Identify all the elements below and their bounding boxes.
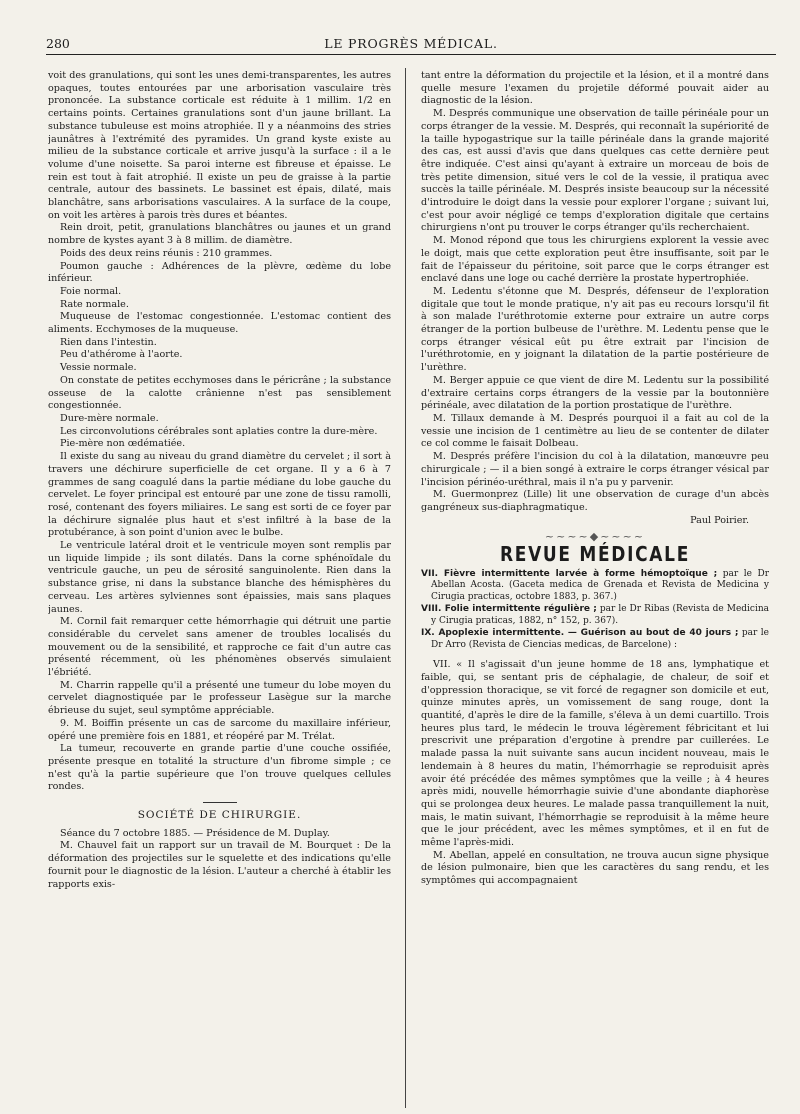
paragraph: M. Charrin rappelle qu'il a présenté une tumeur du lobe moyen du cervelet diagnostiquée par le professeur Lasègue sur la marche ébrieuse du sujet, seul symptôme appréciable.	[48, 679, 391, 717]
paragraph: Foie normal.	[60, 285, 122, 297]
session-line: Séance du 7 octobre 1885. — Présidence de M. Duplay.	[60, 827, 330, 839]
item-citation: par le Dr Abellan Acosta. (Gaceta medica de Grenada et Revista de Medicina y Cirugia practicas, octobre 1883, p. 367.)	[431, 568, 769, 602]
signature: Paul Poirier.	[690, 514, 749, 526]
paragraph: 9. M. Boiffin présente un cas de sarcome du maxillaire inférieur, opéré une première fois en 1881, et réopéré par M. Trélat.	[48, 717, 391, 742]
paragraph: Pie-mère non œdématiée.	[60, 438, 186, 450]
page-number: 280	[46, 36, 70, 51]
section-heading: REVUE MÉDICALE	[499, 542, 691, 567]
paragraph: M. Berger appuie ce que vient de dire M. Ledentu sur la possibilité d'extraire certains corps étrangers de la vessie par la boutonnière périnéale, avec dilatation de la portion prostatique de l'urèthre.	[421, 374, 769, 412]
paragraph: On constate de petites ecchymoses dans le péricrâne ; la substance osseuse de la calotte crânienne n'est pas sensiblement congestionnée.	[48, 374, 391, 412]
list-item	[421, 569, 769, 604]
list-item	[421, 604, 769, 627]
paragraph: Il existe du sang au niveau du grand diamètre du cervelet ; il sort à travers une déchirure superficielle de cet organe. Il y a 6 à 7 grammes de sang coagulé dans la partie médiane du lobe gauche du cervelet. Le foyer principal est entouré par une zone de tissu ramolli, rosé, contenant des foyers miliaires. Le sang est sorti de ce foyer par la déchirure signalée plus haut et s'est infiltré à la base de la protubérance, à son point d'union avec le bulbe.	[48, 451, 391, 539]
paragraph: Peu d'athérome à l'aorte.	[60, 349, 183, 361]
paragraph: M. Després communique une observation de taille périnéale pour un corps étranger de la vessie. M. Després, qui reconnaît la supériorité de la taille hypogastrique sur la taille périnéale dans la grande majorité des cas, est aussi d'avis que dans quelques cas cette dernière peut être indiquée. C'est ainsi qu'ayant à extraire un morceau de bois de très petite dimension, situé vers le col de la vessie, il pratiqua avec succès la taille périnéale. M. Després insiste beaucoup sur la nécessité d'introduire le doigt dans la vessie pour explorer l'organe ; suivant lui, c'est pour avoir négligé ce temps d'exploration digitale que certains chirurgiens n'ont pu trouver le corps étranger qu'ils recherchaient.	[421, 108, 769, 234]
item-citation: par le Dr Ribas (Revista de Medicina y Cirugia praticas, 1882, n° 152, p. 367).	[431, 604, 769, 626]
paragraph: M. Abellan, appelé en consultation, ne trouva aucun signe physique de lésion pulmonaire, bien que les caractères du sang rendu, et les symptômes qui accompagnaient	[421, 849, 769, 887]
paragraph: Dure-mère normale.	[60, 412, 159, 424]
paragraph: tant entre la déformation du projectile et la lésion, et il a montré dans quelle mesure l'examen du projetile déformé pouvait aider au diagnostic de la lésion.	[421, 70, 769, 107]
journal-title: LE PROGRÈS MÉDICAL.	[324, 36, 498, 51]
page-header	[46, 34, 776, 55]
paragraph: VII. « Il s'agissait d'un jeune homme de 18 ans, lymphatique et faible, qui, se sentant pris de céphalagie, de chaleur, de soif et d'oppression thoracique, se vit forcé de regagner son domicile et eut, quinze minutes après, un vomissement de sang rouge, dont la quantité, d'après le dire de la famille, s'éleva à un demi cuartillo. Trois heures plus tard, le médecin le trouva légèrement fébricitant et lui prescrivit une préparation d'ergotine à prendre par cuillerées. Le malade passa la nuit suivante sans aucun incident nouveau, mais le lendemain à 8 heures du matin, l'hémorrhagie se reproduisit après avoir été précédée des mêmes symptômes que la veille ; à 4 heures après midi, nouvelle hémorrhagie suivie d'une abondante diaphorèse qui se prolongea deux heures. Le malade passa tranquillement la nuit, mais, le matin suivant, l'hémorrhagie se reproduisit à la même heure que le jour précédent, avec les mêmes symptômes, et il en fut de même l'après-midi.	[421, 659, 769, 849]
ornament-divider: ~~~~◆~~~~	[544, 530, 646, 544]
item-title: VII. Fièvre intermittente larvée à forme hémoptoïque ;	[421, 568, 718, 579]
paragraph: Les circonvolutions cérébrales sont aplaties contre la dure-mère.	[60, 425, 378, 437]
paragraph: M. Monod répond que tous les chirurgiens explorent la vessie avec le doigt, mais que cette exploration peut être insuffisante, soit par le fait de l'épaisseur du péritoine, soit parce que le corps étranger est enclavé dans une loge ou caché derrière la prostate hypertrophiée.	[421, 235, 769, 285]
paragraph: M. Després préfère l'incision du col à la dilatation, manœuvre peu chirurgicale ; — il a bien songé à extraire le corps étranger vésical par l'incision périnéo-uréthral, mais il n'a pu y parvenir.	[421, 451, 769, 488]
section-heading: SOCIÉTÉ DE CHIRURGIE.	[48, 802, 391, 822]
paragraph: Poids des deux reins réunis : 210 grammes.	[60, 247, 273, 259]
paragraph: voit des granulations, qui sont les unes demi-transparentes, les autres opaques, toutes entourées par une arborisation vasculaire très prononcée. La substance corticale est réduite à 1 millim. 1/2 en certains points. Certaines granulations sont d'un jaune brillant. La substance tubuleuse est moins atrophiée. Il y a néanmoins des stries jaunâtres à l'extrémité des pyramides. Un grand kyste existe au milieu de la substance corticale et arrive jusqu'à la surface : il a le volume d'une noisette. Sa paroi interne est fibreuse et épaisse. Le rein est tout à fait atrophié. Il existe un peu de graisse à la partie centrale, autour des bassinets. Le bassinet est épais, dilaté, mais blanchâtre, sans arborisations vasculaires. A la surface de la coupe, on voit les artères à parois très dures et béantes.	[48, 70, 391, 221]
paragraph: Vessie normale.	[60, 362, 137, 374]
paragraph: M. Cornil fait remarquer cette hémorrhagie qui détruit une partie considérable du cervelet sans amener de troubles localisés du mouvement ou de la sensibilité, et rapproche ce fait d'un autre cas présenté récemment, où les phénomènes observés simulaient l'ébriété.	[48, 616, 391, 679]
paragraph: M. Ledentu s'étonne que M. Després, défenseur de l'exploration digitale que tout le monde pratique, n'y ait pas eu recours lorsqu'il fit à son malade l'uréthrotomie externe pour extraire un autre corps étranger de la portion bulbeuse de l'urèthre. M. Ledentu pense que le corps étranger vésical eût pu être extrait par l'incision de l'uréthrotomie, en y joignant la dilatation de la partie postérieure de l'urèthre.	[421, 285, 769, 374]
paragraph: Rate normale.	[60, 298, 129, 310]
item-citation: par le Dr Arro (Revista de Ciencias medicas, de Barcelone) :	[431, 628, 769, 650]
paragraph: Poumon gauche : Adhérences de la plèvre, œdème du lobe inférieur.	[48, 260, 391, 285]
right-column	[421, 70, 769, 1106]
paragraph: La tumeur, recouverte en grande partie d'une couche ossifiée, présente presque en totalité la structure d'un fibrome simple ; ce n'est qu'à la partie supérieure que l'on trouve quelques cellules rondes.	[48, 743, 391, 793]
paragraph: M. Chauvel fait un rapport sur un travail de M. Bourquet : De la déformation des projectiles sur le squelette et des indications qu'elle fournit pour le diagnostic de la lésion. L'auteur a cherché à établir les rapports exis-	[48, 840, 391, 890]
paragraph: Muqueuse de l'estomac congestionnée. L'estomac contient des aliments. Ecchymoses de la muqueuse.	[48, 311, 391, 336]
paragraph: Le ventricule latéral droit et le ventricule moyen sont remplis par un liquide limpide ; ils sont dilatés. Dans la corne sphénoïdale du ventricule gauche, un peu de sérosité sanguinolente. Rien dans la substance grise, ni dans la substance blanche des hémisphères du cerveau. Les artères sylviennes sont épaissies, mais sans plaques jaunes.	[48, 540, 391, 615]
item-title: IX. Apoplexie intermittente. — Guérison au bout de 40 jours ;	[421, 628, 739, 639]
item-title: VIII. Folie intermittente régulière ;	[421, 604, 597, 615]
paragraph: M. Tillaux demande à M. Després pourquoi il a fait au col de la vessie une incision de 1 centimètre au lieu de se contenter de dilater ce col comme le faisait Dolbeau.	[421, 412, 769, 450]
list-item	[421, 628, 769, 651]
paragraph: Rien dans l'intestin.	[60, 336, 157, 348]
column-divider	[405, 68, 406, 1108]
left-column	[48, 70, 391, 1106]
contents-list	[421, 569, 769, 652]
paragraph: Rein droit, petit, granulations blanchâtres ou jaunes et un grand nombre de kystes ayant 3 à 8 millim. de diamètre.	[48, 222, 391, 247]
paragraph: M. Guermonprez (Lille) lit une observation de curage d'un abcès gangréneux sus-diaphragmatique.	[421, 489, 769, 513]
